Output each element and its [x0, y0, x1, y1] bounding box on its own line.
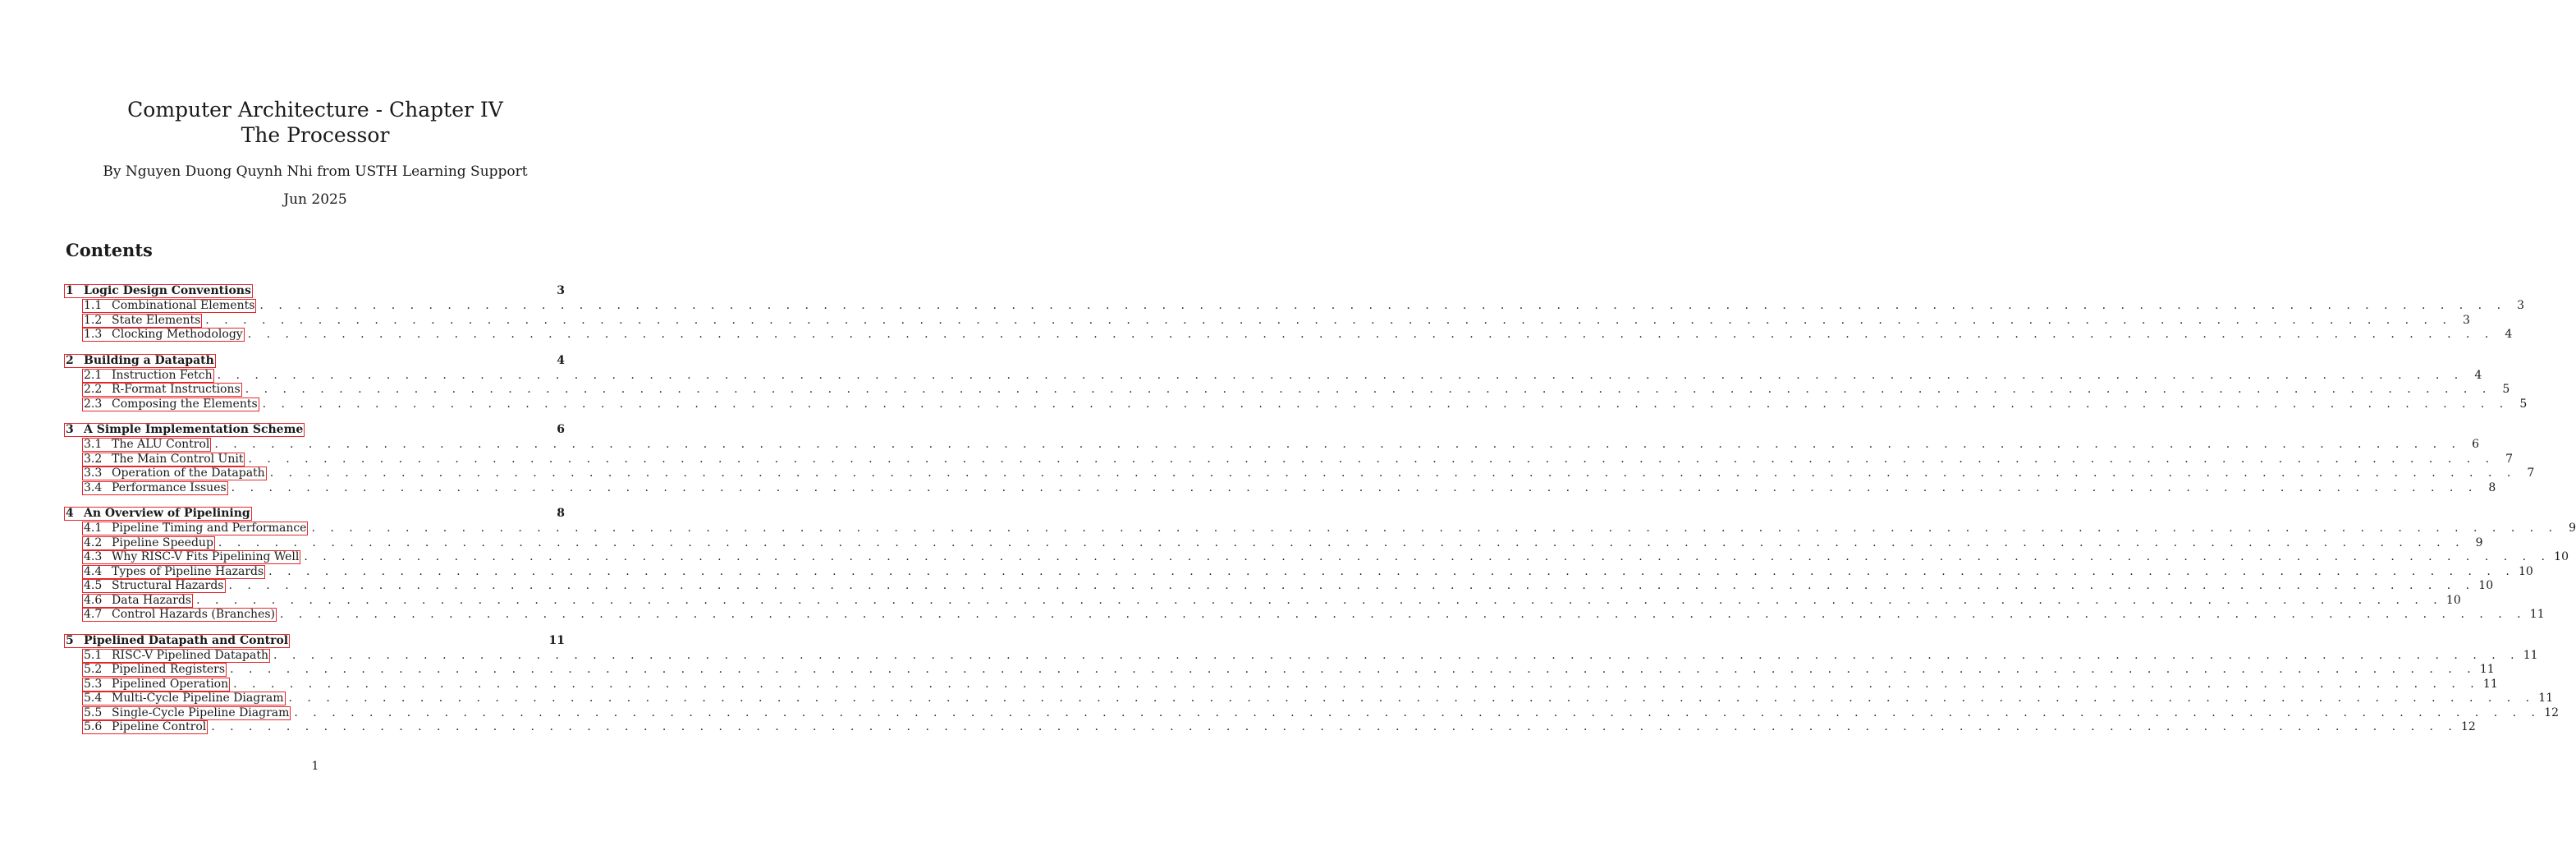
toc-subsection-title: Combinational Elements	[112, 299, 255, 312]
toc-section-block	[64, 423, 2535, 495]
toc-subsection-page: 11	[2529, 608, 2545, 621]
toc-subsection-row	[64, 593, 2461, 609]
toc-subsection-page: 6	[2472, 438, 2479, 451]
toc-subsection-link[interactable]	[82, 692, 286, 705]
toc-subsection-title: The Main Control Unit	[112, 452, 244, 466]
toc-subsection-page: 7	[2505, 452, 2514, 466]
toc-subsection-link[interactable]	[82, 720, 208, 734]
toc-subsection-page: 5	[2502, 383, 2510, 396]
dot-leader: . . . . . . . . . . . . . . . . . . . . . . . . . . . . . . . . . . . . . . . . . . . . . . . . . . . . . . . . . . . . . . . . . . . . . . . . . . . . . . . . . . . . . . . . . . . . . . . . . . . . . . . . . . . . . . . . . . . . . . . .	[247, 328, 2495, 341]
toc-section-page: 4	[557, 353, 565, 367]
toc-subsection-title: Pipeline Control	[112, 720, 207, 733]
toc-subsection-number: 5.2	[84, 663, 103, 676]
dot-leader: . . . . . . . . . . . . . . . . . . . . . . . . . . . . . . . . . . . . . . . . . . . . . . . . . . . . . . . . . . . . . . . . . . . . . . . . . . . . . . . . . . . . . . . . . . . . . . . . . . . . . . . . . . . . . . . . . . . . . . . .	[228, 579, 2476, 592]
toc-subsection-link[interactable]	[82, 299, 256, 313]
page-number: 1	[311, 760, 319, 773]
toc-subsection-number: 4.1	[84, 522, 103, 535]
toc-section-title: Building a Datapath	[84, 353, 214, 367]
dot-leader: . . . . . . . . . . . . . . . . . . . . . . . . . . . . . . . . . . . . . . . . . . . . . . . . . . . . . . . . . . . . . . . . . . . . . . . . . . . . . . . . . . . . . . . . . . . . . . . . . . . . . . . . . . . . . . . . . . . . . . . .	[205, 313, 2452, 327]
dot-leader: . . . . . . . . . . . . . . . . . . . . . . . . . . . . . . . . . . . . . . . . . . . . . . . . . . . . . . . . . . . . . . . . . . . . . . . . . . . . . . . . . . . . . . . . . . . . . . . . . . . . . . . . . . . . . . . . . . . . . . . .	[248, 452, 2496, 466]
toc-subsection-link[interactable]	[82, 565, 265, 579]
dot-leader: . . . . . . . . . . . . . . . . . . . . . . . . . . . . . . . . . . . . . . . . . . . . . . . . . . . . . . . . . . . . . . . . . . . . . . . . . . . . . . . . . . . . . . . . . . . . . . . . . . . . . . . . . . . . . . . . . . . . . . . .	[218, 535, 2465, 549]
toc-section-number: 2	[66, 353, 74, 367]
toc-subsection-number: 4.2	[84, 535, 103, 549]
toc-subsection-row	[64, 299, 2525, 314]
toc-subsection-link[interactable]	[82, 706, 291, 720]
toc-subsection-link[interactable]	[82, 608, 277, 622]
toc-section-title: Logic Design Conventions	[84, 284, 251, 297]
toc-subsection-number: 2.3	[84, 397, 103, 411]
toc-section-link[interactable]	[64, 423, 305, 437]
toc-section-row	[64, 423, 565, 438]
toc-section-title: A Simple Implementation Scheme	[84, 423, 304, 436]
title-line-2: The Processor	[241, 123, 390, 147]
toc-subsection-page: 4	[2474, 368, 2482, 382]
toc-subsection-page: 12	[2544, 705, 2560, 719]
toc-section-block	[64, 284, 2525, 342]
toc-subsection-row	[64, 550, 2569, 565]
toc-subsection-title: Pipelined Registers	[112, 663, 226, 676]
dot-leader: . . . . . . . . . . . . . . . . . . . . . . . . . . . . . . . . . . . . . . . . . . . . . . . . . . . . . . . . . . . . . . . . . . . . . . . . . . . . . . . . . . . . . . . . . . . . . . . . . . . . . . . . . . . . . . . . . . . . . . . .	[304, 550, 2551, 563]
toc-subsection-page: 10	[2554, 550, 2569, 563]
dot-leader: . . . . . . . . . . . . . . . . . . . . . . . . . . . . . . . . . . . . . . . . . . . . . . . . . . . . . . . . . . . . . . . . . . . . . . . . . . . . . . . . . . . . . . . . . . . . . . . . . . . . . . . . . . . . . . . . . . . . . . . .	[311, 522, 2559, 535]
toc-subsection-number: 4.3	[84, 550, 103, 563]
toc-subsection-link[interactable]	[82, 594, 193, 608]
toc-subsection-number: 5.4	[84, 692, 103, 705]
toc-subsection-row	[64, 677, 2498, 692]
toc-subsection-title: Performance Issues	[112, 480, 227, 494]
toc-subsection-link[interactable]	[82, 453, 245, 466]
toc-subsection-link[interactable]	[82, 678, 230, 692]
toc-subsection-number: 5.3	[84, 677, 103, 691]
toc-subsection-number: 5.6	[84, 720, 103, 733]
toc-subsection-link[interactable]	[82, 383, 242, 397]
toc-section-number: 4	[66, 507, 74, 520]
toc-subsection-link[interactable]	[82, 328, 245, 342]
toc-subsection-number: 3.4	[84, 480, 103, 494]
toc-subsection-row	[64, 480, 2496, 496]
dot-leader: . . . . . . . . . . . . . . . . . . . . . . . . . . . . . . . . . . . . . . . . . . . . . . . . . . . . . . . . . . . . . . . . . . . . . . . . . . . . . . . . . . . . . . . . . . . . . . . . . . . . . . . . . . . . . . . . . . . . . . . .	[230, 663, 2477, 676]
toc-subsection-title: Single-Cycle Pipeline Diagram	[112, 705, 290, 719]
toc-subsection-page: 10	[2518, 564, 2533, 578]
toc-subsection-row	[64, 648, 2538, 664]
toc-subsection-title: Structural Hazards	[112, 579, 224, 592]
dot-leader: . . . . . . . . . . . . . . . . . . . . . . . . . . . . . . . . . . . . . . . . . . . . . . . . . . . . . . . . . . . . . . . . . . . . . . . . . . . . . . . . . . . . . . . . . . . . . . . . . . . . . . . . . . . . . . . . . . . . . . . .	[231, 480, 2478, 494]
toc-subsection-row	[64, 452, 2514, 467]
toc-subsection-link[interactable]	[82, 398, 259, 411]
dot-leader: . . . . . . . . . . . . . . . . . . . . . . . . . . . . . . . . . . . . . . . . . . . . . . . . . . . . . . . . . . . . . . . . . . . . . . . . . . . . . . . . . . . . . . . . . . . . . . . . . . . . . . . . . . . . . . . . . . . . . . . .	[233, 677, 2480, 691]
toc-section-block	[64, 353, 2528, 412]
toc-subsection-row	[64, 720, 2476, 735]
toc-subsection-row	[64, 328, 2513, 342]
toc-section-block	[64, 633, 2560, 735]
dot-leader: . . . . . . . . . . . . . . . . . . . . . . . . . . . . . . . . . . . . . . . . . . . . . . . . . . . . . . . . . . . . . . . . . . . . . . . . . . . . . . . . . . . . . . . . . . . . . . . . . . . . . . . . . . . . . . . . . . . . . . . .	[273, 648, 2520, 662]
toc-subsection-link[interactable]	[82, 550, 300, 564]
toc-section-link[interactable]	[64, 284, 253, 298]
toc-subsection-link[interactable]	[82, 649, 270, 663]
toc-subsection-link[interactable]	[82, 466, 267, 480]
toc-subsection-page: 4	[2505, 328, 2513, 341]
dot-leader: . . . . . . . . . . . . . . . . . . . . . . . . . . . . . . . . . . . . . . . . . . . . . . . . . . . . . . . . . . . . . . . . . . . . . . . . . . . . . . . . . . . . . . . . . . . . . . . . . . . . . . . . . . . . . . . . . . . . . . . .	[280, 608, 2527, 621]
toc-subsection-title: Operation of the Datapath	[112, 466, 265, 480]
toc-subsection-link[interactable]	[82, 579, 226, 593]
toc-section-page: 6	[557, 423, 565, 436]
toc-subsection-title: Pipeline Speedup	[112, 535, 213, 549]
dot-leader: . . . . . . . . . . . . . . . . . . . . . . . . . . . . . . . . . . . . . . . . . . . . . . . . . . . . . . . . . . . . . . . . . . . . . . . . . . . . . . . . . . . . . . . . . . . . . . . . . . . . . . . . . . . . . . . . . . . . . . . .	[211, 720, 2458, 733]
toc-subsection-link[interactable]	[82, 663, 227, 677]
toc-subsection-row	[64, 397, 2528, 412]
toc-subsection-link[interactable]	[82, 314, 202, 328]
toc-section-number: 5	[66, 633, 74, 647]
toc-section-link[interactable]	[64, 354, 216, 368]
toc-section-number: 1	[66, 284, 74, 297]
toc-section-number: 3	[66, 423, 74, 436]
dot-leader: . . . . . . . . . . . . . . . . . . . . . . . . . . . . . . . . . . . . . . . . . . . . . . . . . . . . . . . . . . . . . . . . . . . . . . . . . . . . . . . . . . . . . . . . . . . . . . . . . . . . . . . . . . . . . . . . . . . . . . . .	[217, 368, 2464, 382]
toc-subsection-row	[64, 313, 2470, 329]
toc-subsection-page: 9	[2475, 535, 2483, 549]
toc-subsection-page: 5	[2519, 397, 2528, 411]
toc-subsection-number: 5.5	[84, 705, 103, 719]
toc-subsection-number: 3.3	[84, 466, 103, 480]
toc-subsection-row	[64, 383, 2510, 398]
toc-section-page: 3	[557, 284, 565, 297]
toc-subsection-title: Composing the Elements	[112, 397, 258, 411]
dot-leader: . . . . . . . . . . . . . . . . . . . . . . . . . . . . . . . . . . . . . . . . . . . . . . . . . . . . . . . . . . . . . . . . . . . . . . . . . . . . . . . . . . . . . . . . . . . . . . . . . . . . . . . . . . . . . . . . . . . . . . . .	[214, 438, 2461, 451]
toc-subsection-title: Multi-Cycle Pipeline Diagram	[112, 692, 284, 705]
toc-subsection-title: Types of Pipeline Hazards	[112, 564, 264, 578]
toc-section-link[interactable]	[64, 507, 252, 521]
toc-subsection-page: 3	[2462, 313, 2470, 327]
dot-leader: . . . . . . . . . . . . . . . . . . . . . . . . . . . . . . . . . . . . . . . . . . . . . . . . . . . . . . . . . . . . . . . . . . . . . . . . . . . . . . . . . . . . . . . . . . . . . . . . . . . . . . . . . . . . . . . . . . . . . . . .	[262, 397, 2510, 411]
toc-subsection-page: 10	[2478, 579, 2494, 592]
toc-subsection-page: 11	[2482, 677, 2498, 691]
toc-subsection-title: Data Hazards	[112, 593, 192, 607]
toc-subsection-page: 11	[2523, 648, 2538, 662]
toc-subsection-number: 3.2	[84, 452, 103, 466]
toc-section-page: 11	[548, 633, 565, 647]
toc-subsection-page: 10	[2445, 593, 2461, 607]
toc-subsection-row	[64, 522, 2576, 536]
dot-leader: . . . . . . . . . . . . . . . . . . . . . . . . . . . . . . . . . . . . . . . . . . . . . . . . . . . . . . . . . . . . . . . . . . . . . . . . . . . . . . . . . . . . . . . . . . . . . . . . . . . . . . . . . . . . . . . . . . . . . . . .	[245, 383, 2492, 396]
toc-section-title: Pipelined Datapath and Control	[84, 633, 289, 647]
toc-subsection-number: 2.1	[84, 368, 103, 382]
dot-leader: . . . . . . . . . . . . . . . . . . . . . . . . . . . . . . . . . . . . . . . . . . . . . . . . . . . . . . . . . . . . . . . . . . . . . . . . . . . . . . . . . . . . . . . . . . . . . . . . . . . . . . . . . . . . . . . . . . . . . . . .	[259, 299, 2507, 312]
toc-subsection-number: 4.7	[84, 608, 103, 621]
toc-subsection-page: 9	[2569, 522, 2576, 535]
table-of-contents	[64, 284, 2576, 735]
author-line: By Nguyen Duong Quynh Nhi from USTH Learning Support	[103, 163, 528, 180]
toc-section-block	[64, 507, 2576, 623]
toc-subsection-title: Why RISC-V Fits Pipelining Well	[112, 550, 300, 563]
toc-section-title: An Overview of Pipelining	[84, 507, 250, 520]
toc-subsection-row	[64, 663, 2495, 678]
toc-subsection-title: Clocking Methodology	[112, 328, 243, 341]
toc-subsection-number: 1.2	[84, 313, 103, 327]
toc-subsection-number: 4.6	[84, 593, 103, 607]
toc-subsection-page: 7	[2527, 466, 2535, 480]
toc-subsection-link[interactable]	[82, 369, 214, 383]
toc-subsection-row	[64, 579, 2494, 594]
toc-subsection-link[interactable]	[82, 438, 211, 452]
toc-subsection-number: 2.2	[84, 383, 103, 396]
toc-section-row	[64, 634, 565, 649]
toc-subsection-title: Pipelined Operation	[112, 677, 229, 691]
toc-subsection-row	[64, 705, 2560, 721]
toc-subsection-link[interactable]	[82, 522, 308, 535]
toc-subsection-title: Control Hazards (Branches)	[112, 608, 275, 621]
toc-subsection-page: 3	[2517, 299, 2525, 312]
toc-section-link[interactable]	[64, 634, 290, 648]
contents-heading: Contents	[66, 240, 153, 260]
toc-subsection-page: 12	[2461, 720, 2476, 733]
toc-subsection-title: R-Format Instructions	[112, 383, 241, 396]
date-line: Jun 2025	[283, 191, 347, 208]
title-line-1: Computer Architecture - Chapter IV	[127, 98, 503, 122]
toc-subsection-row	[64, 608, 2545, 623]
toc-subsection-page: 8	[2488, 480, 2496, 494]
toc-subsection-row	[64, 692, 2554, 706]
dot-leader: . . . . . . . . . . . . . . . . . . . . . . . . . . . . . . . . . . . . . . . . . . . . . . . . . . . . . . . . . . . . . . . . . . . . . . . . . . . . . . . . . . . . . . . . . . . . . . . . . . . . . . . . . . . . . . . . . . . . . . . .	[294, 705, 2542, 719]
toc-subsection-page: 11	[2538, 692, 2554, 705]
toc-subsection-number: 5.1	[84, 648, 103, 662]
toc-section-row	[64, 354, 565, 369]
dot-leader: . . . . . . . . . . . . . . . . . . . . . . . . . . . . . . . . . . . . . . . . . . . . . . . . . . . . . . . . . . . . . . . . . . . . . . . . . . . . . . . . . . . . . . . . . . . . . . . . . . . . . . . . . . . . . . . . . . . . . . . .	[288, 692, 2536, 705]
dot-leader: . . . . . . . . . . . . . . . . . . . . . . . . . . . . . . . . . . . . . . . . . . . . . . . . . . . . . . . . . . . . . . . . . . . . . . . . . . . . . . . . . . . . . . . . . . . . . . . . . . . . . . . . . . . . . . . . . . . . . . . .	[268, 564, 2515, 578]
toc-subsection-number: 3.1	[84, 438, 103, 451]
toc-subsection-title: RISC-V Pipelined Datapath	[112, 648, 268, 662]
document-title	[0, 97, 630, 148]
toc-subsection-link[interactable]	[82, 481, 228, 495]
toc-subsection-number: 1.1	[84, 299, 103, 312]
toc-subsection-row	[64, 466, 2535, 481]
dot-leader: . . . . . . . . . . . . . . . . . . . . . . . . . . . . . . . . . . . . . . . . . . . . . . . . . . . . . . . . . . . . . . . . . . . . . . . . . . . . . . . . . . . . . . . . . . . . . . . . . . . . . . . . . . . . . . . . . . . . . . . .	[196, 593, 2443, 607]
toc-subsection-link[interactable]	[82, 536, 215, 550]
toc-subsection-row	[64, 368, 2482, 384]
toc-section-row	[64, 284, 565, 299]
toc-subsection-number: 1.3	[84, 328, 103, 341]
toc-subsection-title: Pipeline Timing and Performance	[112, 522, 307, 535]
toc-subsection-row	[64, 438, 2479, 453]
toc-subsection-row	[64, 564, 2533, 580]
toc-section-page: 8	[557, 507, 565, 520]
toc-subsection-title: The ALU Control	[112, 438, 210, 451]
toc-subsection-row	[64, 535, 2483, 551]
toc-subsection-page: 11	[2479, 663, 2495, 676]
toc-subsection-number: 4.4	[84, 564, 103, 578]
toc-subsection-title: Instruction Fetch	[112, 368, 213, 382]
toc-subsection-number: 4.5	[84, 579, 103, 592]
toc-section-row	[64, 507, 565, 522]
toc-subsection-title: State Elements	[112, 313, 201, 327]
dot-leader: . . . . . . . . . . . . . . . . . . . . . . . . . . . . . . . . . . . . . . . . . . . . . . . . . . . . . . . . . . . . . . . . . . . . . . . . . . . . . . . . . . . . . . . . . . . . . . . . . . . . . . . . . . . . . . . . . . . . . . . .	[269, 466, 2517, 480]
